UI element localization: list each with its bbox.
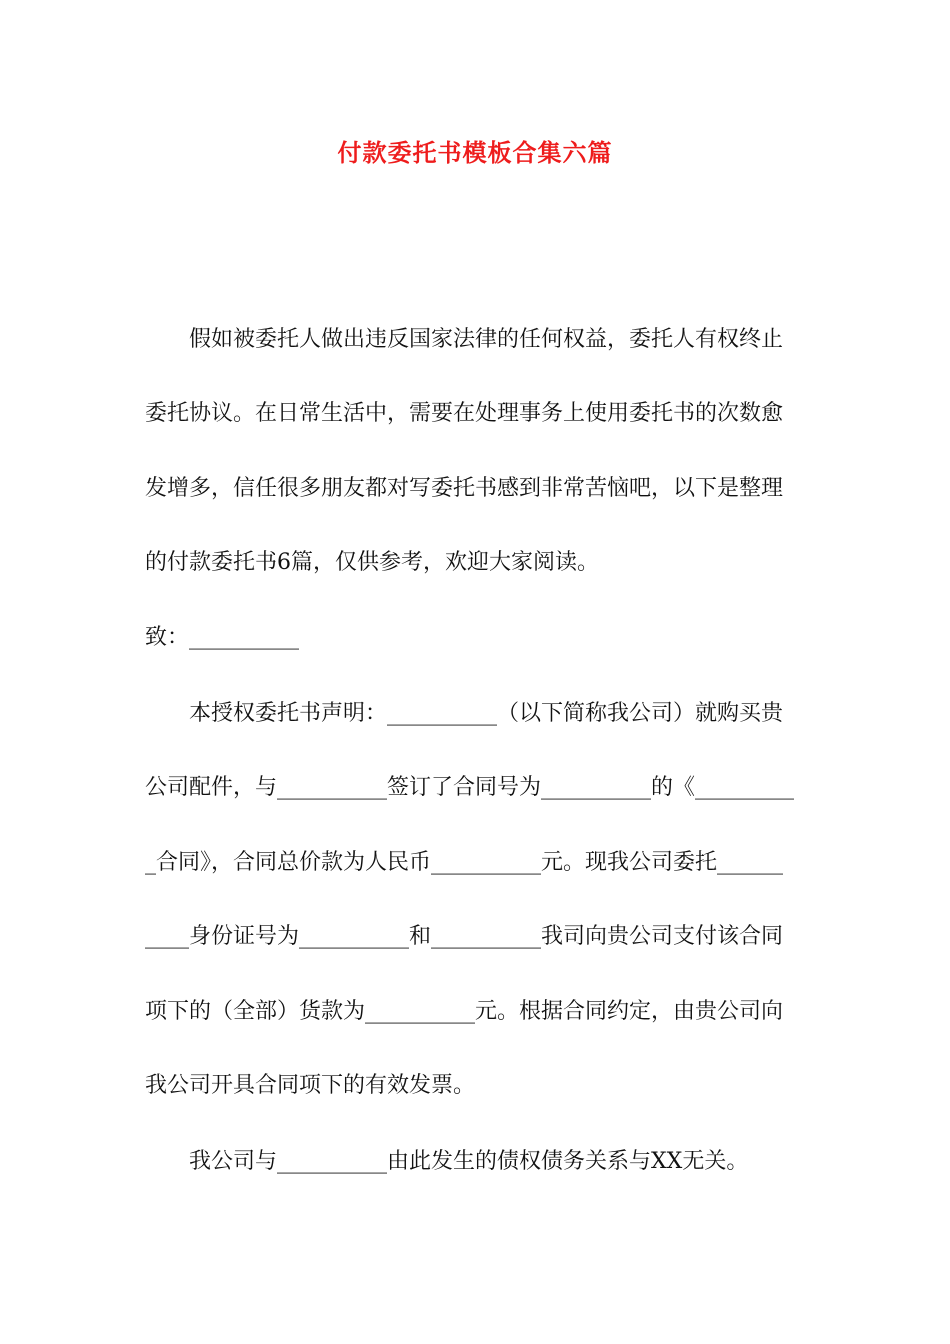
document-title: 付款委托书模板合集六篇 — [337, 138, 613, 167]
body-line-1: 假如被委托人做出违反国家法律的任何权益，委托人有权终止 — [145, 327, 784, 352]
body-line-9: ____身份证号为__________和__________我司向贵公司支付该合同 — [145, 924, 784, 949]
body-line-4: 的付款委托书6篇，仅供参考，欢迎大家阅读。 — [145, 550, 599, 575]
body-line-6: 本授权委托书声明：__________（以下简称我公司）就购买贵 — [145, 701, 784, 726]
body-line-3: 发增多，信任很多朋友都对写委托书感到非常苦恼吧，以下是整理 — [145, 476, 784, 501]
addressee-line: 致：__________ — [145, 625, 300, 650]
body-line-10: 项下的（全部）货款为__________元。根据合同约定，由贵公司向 — [145, 999, 784, 1024]
body-line-8: _合同》，合同总价款为人民币__________元。现我公司委托______ — [145, 850, 784, 875]
body-line-7: 公司配件，与__________签订了合同号为__________的《_________ — [145, 775, 795, 800]
body-line-2: 委托协议。在日常生活中，需要在处理事务上使用委托书的次数愈 — [145, 401, 784, 426]
body-line-12: 我公司与__________由此发生的债权债务关系与XX无关。 — [145, 1149, 749, 1174]
body-line-11: 我公司开具合同项下的有效发票。 — [145, 1073, 476, 1098]
